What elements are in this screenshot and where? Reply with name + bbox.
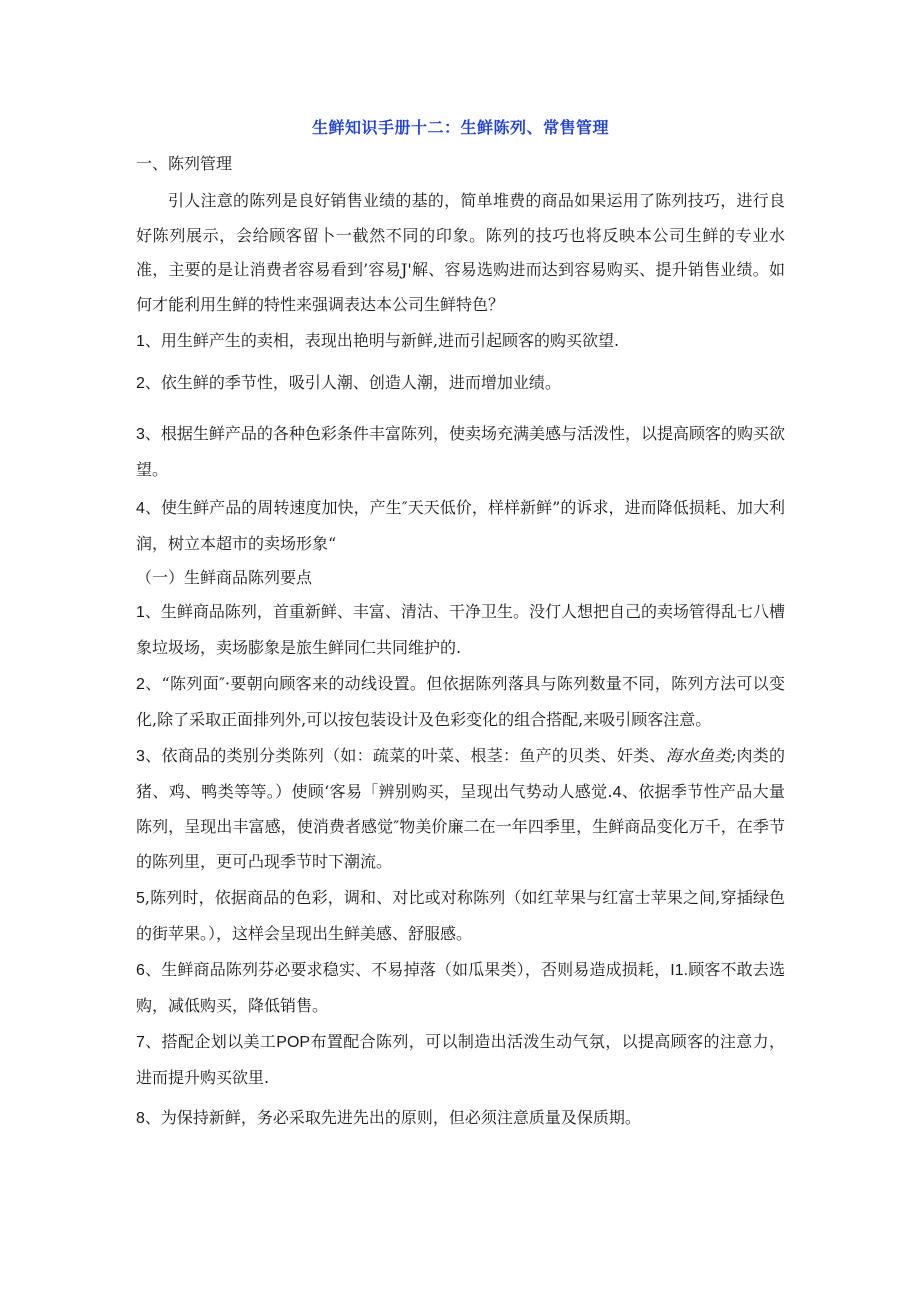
- rules-list: [136, 595, 785, 1137]
- document-title: 生鲜知识手册十二：生鲜陈列、常售管理: [311, 118, 609, 137]
- list-item: [136, 1025, 785, 1095]
- item-code: I1.: [670, 962, 689, 979]
- item-text-italic: 海水鱼类;: [665, 746, 737, 765]
- list-item: [136, 1101, 785, 1137]
- item-text: 、依商品的类别分类陈列（如：疏菜的叶菜、根茎：鱼产的贝类、奸类、: [144, 746, 666, 765]
- list-item: [136, 739, 785, 879]
- item-text: 、生鲜商品陈列芬必要求稳实、不易掉落（如瓜果类），否则易造成损耗，: [144, 960, 671, 979]
- item-number: 6: [136, 962, 145, 979]
- item-text: 、为保持新鲜，务必采取先进先出的原则，但必须注意质量及保质期。: [144, 1108, 641, 1127]
- item-text: 、使生鲜产品的周转速度加快，产生″天天低价，样样新鲜”的诉求，进而降低损耗、加大利润，树立本超市的卖场形象“: [136, 498, 785, 553]
- intro-paragraph: 引人注意的陈列是良好销售业绩的基的，简单堆费的商品如果运用了陈列技巧，进行良好陈列展示，会给顾客留卜一截然不同的印象。陈列的技巧也将反映本公司生鲜的专业水准，主要的是让消费者容易看到’容易J'解、容易选购进而达到容易购买、提升销售业绩。如何才能利用生鲜的特性来强调表达本公司生鲜特色？: [136, 191, 785, 314]
- list-item: [136, 595, 785, 665]
- list-item: [136, 953, 785, 1023]
- item-number: 3: [136, 426, 145, 443]
- item-number: 8: [136, 1110, 145, 1127]
- item-text: 肉类的猪、鸡、鸭类等等。）使顾‘客易「辨别购买，呈现出气势动人感觉.: [136, 746, 785, 801]
- item-text: 顾客不敢去选购，减低购买，降低销售。: [136, 960, 785, 1015]
- item-number: 1: [136, 333, 145, 350]
- item-code: POP: [276, 1034, 311, 1051]
- item-text: 、依生鲜的季节性，吸引人潮、创造人潮，进而增加业绩。: [144, 372, 561, 392]
- list-item: [136, 324, 785, 360]
- item-number: 2: [136, 374, 145, 392]
- item-text: 、“陈列面″·要朝向顾客来的动线设置。但依据陈列落具与陈列数量不同，陈列方法可以变化,除了采取正面排列外,可以按包装设计及色彩变化的组合搭配,来吸引顾客注意。: [136, 674, 785, 729]
- item-text: 、用生鲜产生的卖相，表现出艳明与新鲜,进而引起顾客的购买欲望.: [144, 331, 620, 350]
- item-text: 、生鲜商品陈列，首重新鲜、丰富、清沽、干净卫生。没仃人想把自己的卖场管得乱七八槽象垃圾场，卖场膨象是旅生鲜同仁共同维护的.: [136, 602, 785, 657]
- list-item: [136, 366, 785, 402]
- item-number: 5: [136, 890, 145, 907]
- points-list: [136, 324, 785, 561]
- item-number: 2: [136, 676, 145, 693]
- item-number: 3: [136, 748, 145, 765]
- item-text: 、搭配企划以美工: [144, 1032, 277, 1051]
- item-text: 、依据季节性产品大量陈列，呈现出丰富感，使消费者感觉″物美价廉二在一年四季里，生鲜商品变化万千，在季节的陈列里，更可凸现季节时下潮流。: [136, 781, 785, 871]
- item-number: 7: [136, 1034, 145, 1051]
- list-item: [136, 417, 785, 487]
- item-number: 1: [136, 604, 145, 621]
- item-text: 、根据生鲜产品的各种色彩条件丰富陈列，使卖场充满美感与活泼性，以提高顾客的购买欲望。: [136, 424, 785, 479]
- item-text: 布置配合陈列，可以制造出活泼生动气氛，以提高顾客的注意力，进而提升购买欲里.: [136, 1032, 785, 1087]
- list-item: [136, 667, 785, 737]
- list-item: [136, 881, 785, 951]
- item-text: ,陈列时，依据商品的色彩，调和、对比或对称陈列（如红苹果与红富士苹果之间,穿插绿色的街苹果。），这样会呈现出生鲜美感、舒服感。: [136, 888, 785, 943]
- section-heading: 一、陈列管理: [136, 154, 233, 173]
- subsection-heading: （一）生鲜商品陈列要点: [136, 568, 313, 587]
- item-number: 4: [136, 500, 145, 517]
- list-item: [136, 491, 785, 561]
- item-number: 4: [612, 783, 622, 801]
